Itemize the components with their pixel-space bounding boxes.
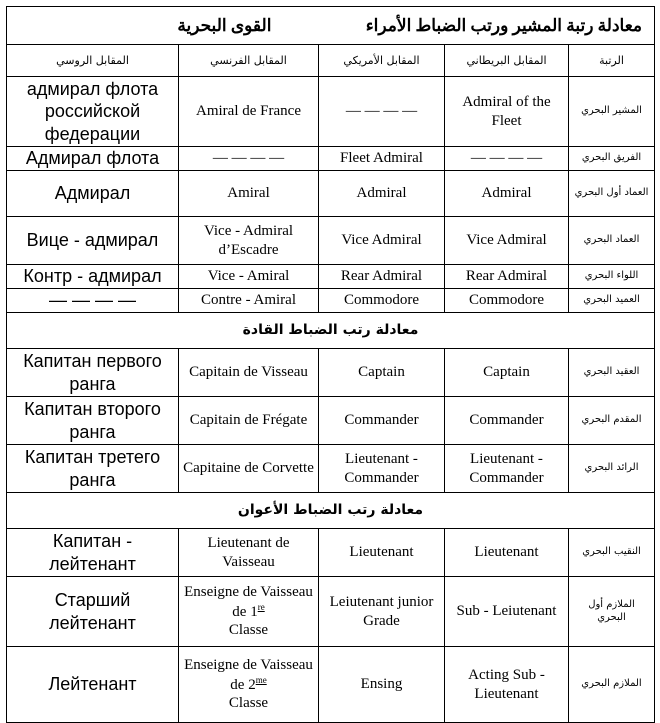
arabic-rank: العقيد البحري	[569, 349, 655, 397]
russian-rank: Капитан - лейтенант	[7, 529, 179, 577]
french-rank: Vice - Amiral	[179, 265, 319, 289]
french-rank: Capitain de Visseau	[179, 349, 319, 397]
naval-rank-equivalence-table	[6, 6, 655, 723]
table-row	[7, 217, 655, 265]
arabic-rank: المشير البحري	[569, 77, 655, 147]
arabic-rank: الرائد البحري	[569, 445, 655, 493]
russian-rank: Адмирал флота	[7, 147, 179, 171]
table-row	[7, 147, 655, 171]
american-rank: Commander	[319, 397, 445, 445]
arabic-rank: النقيب البحري	[569, 529, 655, 577]
header-russian: المقابل الروسي	[7, 45, 179, 77]
header-french: المقابل الفرنسي	[179, 45, 319, 77]
table-row	[7, 445, 655, 493]
american-rank: Lieutenant - Commander	[319, 445, 445, 493]
french-rank: Amiral de France	[179, 77, 319, 147]
header-american: المقابل الأمريكي	[319, 45, 445, 77]
table-row	[7, 289, 655, 313]
french-rank-text: Enseigne de Vaisseau de 1	[184, 583, 313, 620]
section-title-commanders: معادلة رتب الضباط القادة	[7, 313, 655, 349]
russian-rank: Капитан первого ранга	[7, 349, 179, 397]
british-rank: Sub - Leiutenant	[445, 577, 569, 647]
russian-rank: Лейтенант	[7, 647, 179, 723]
arabic-rank: العماد البحري	[569, 217, 655, 265]
british-rank: Captain	[445, 349, 569, 397]
british-rank: Commodore	[445, 289, 569, 313]
ordinal-suffix: re	[257, 601, 265, 612]
french-rank-class: Classe	[228, 622, 269, 639]
american-rank: Vice Admiral	[319, 217, 445, 265]
arabic-rank: العماد أول البحري	[569, 171, 655, 217]
american-rank: Fleet Admiral	[319, 147, 445, 171]
british-rank: Commander	[445, 397, 569, 445]
french-rank: Capitaine de Corvette	[179, 445, 319, 493]
french-rank	[179, 577, 319, 647]
arabic-rank: الفريق البحري	[569, 147, 655, 171]
section-title-assistants: معادلة رتب الضباط الأعوان	[7, 493, 655, 529]
russian-rank: Контр - адмирал	[7, 265, 179, 289]
british-rank: Lieutenant	[445, 529, 569, 577]
french-rank: Capitain de Frégate	[179, 397, 319, 445]
american-rank: Lieutenant	[319, 529, 445, 577]
british-rank: Rear Admiral	[445, 265, 569, 289]
table-row	[7, 647, 655, 723]
french-rank	[179, 647, 319, 723]
russian-rank: Старший лейтенант	[7, 577, 179, 647]
american-rank: Leiutenant junior Grade	[319, 577, 445, 647]
british-rank: Acting Sub - Lieutenant	[445, 647, 569, 723]
french-rank: Amiral	[179, 171, 319, 217]
table-row	[7, 397, 655, 445]
british-rank: Vice Admiral	[445, 217, 569, 265]
british-rank: Lieutenant - Commander	[445, 445, 569, 493]
russian-rank: Адмирал	[7, 171, 179, 217]
arabic-rank: الملازم أول البحري	[569, 577, 655, 647]
table-row	[7, 77, 655, 147]
table-row	[7, 577, 655, 647]
section-header-row	[7, 313, 655, 349]
american-rank: Commodore	[319, 289, 445, 313]
ordinal-suffix: me	[255, 674, 267, 685]
british-rank: — — — —	[445, 147, 569, 171]
table-title: معادلة رتبة المشير ورتب الضباط الأمراء	[365, 15, 643, 35]
french-rank: — — — —	[179, 147, 319, 171]
section-header-row	[7, 493, 655, 529]
american-rank: Rear Admiral	[319, 265, 445, 289]
table-row	[7, 529, 655, 577]
french-rank: Vice - Admiral d’Escadre	[179, 217, 319, 265]
column-header-row	[7, 45, 655, 77]
table-row	[7, 171, 655, 217]
header-british: المقابل البريطاني	[445, 45, 569, 77]
table-row	[7, 349, 655, 397]
arabic-rank: العميد البحري	[569, 289, 655, 313]
russian-rank: адмирал флота российской федерации	[7, 77, 179, 147]
arabic-rank: اللواء البحري	[569, 265, 655, 289]
french-rank: Lieutenant de Vaisseau	[179, 529, 319, 577]
title-row	[7, 7, 655, 45]
naval-forces-label: القوى البحرية	[177, 15, 272, 35]
british-rank: Admiral of the Fleet	[445, 77, 569, 147]
russian-rank: Вице - адмирал	[7, 217, 179, 265]
russian-rank: — — — —	[7, 289, 179, 313]
french-rank-text: Enseigne de Vaisseau de 2	[184, 656, 313, 693]
russian-rank: Капитан второго ранга	[7, 397, 179, 445]
french-rank-class: Classe	[228, 695, 269, 712]
american-rank: Ensing	[319, 647, 445, 723]
table-row	[7, 265, 655, 289]
american-rank: Captain	[319, 349, 445, 397]
arabic-rank: المقدم البحري	[569, 397, 655, 445]
american-rank: — — — —	[319, 77, 445, 147]
british-rank: Admiral	[445, 171, 569, 217]
french-rank: Contre - Amiral	[179, 289, 319, 313]
russian-rank: Капитан третего ранга	[7, 445, 179, 493]
arabic-rank: الملازم البحري	[569, 647, 655, 723]
american-rank: Admiral	[319, 171, 445, 217]
header-rank: الرتبة	[569, 45, 655, 77]
title-cell	[7, 7, 655, 45]
